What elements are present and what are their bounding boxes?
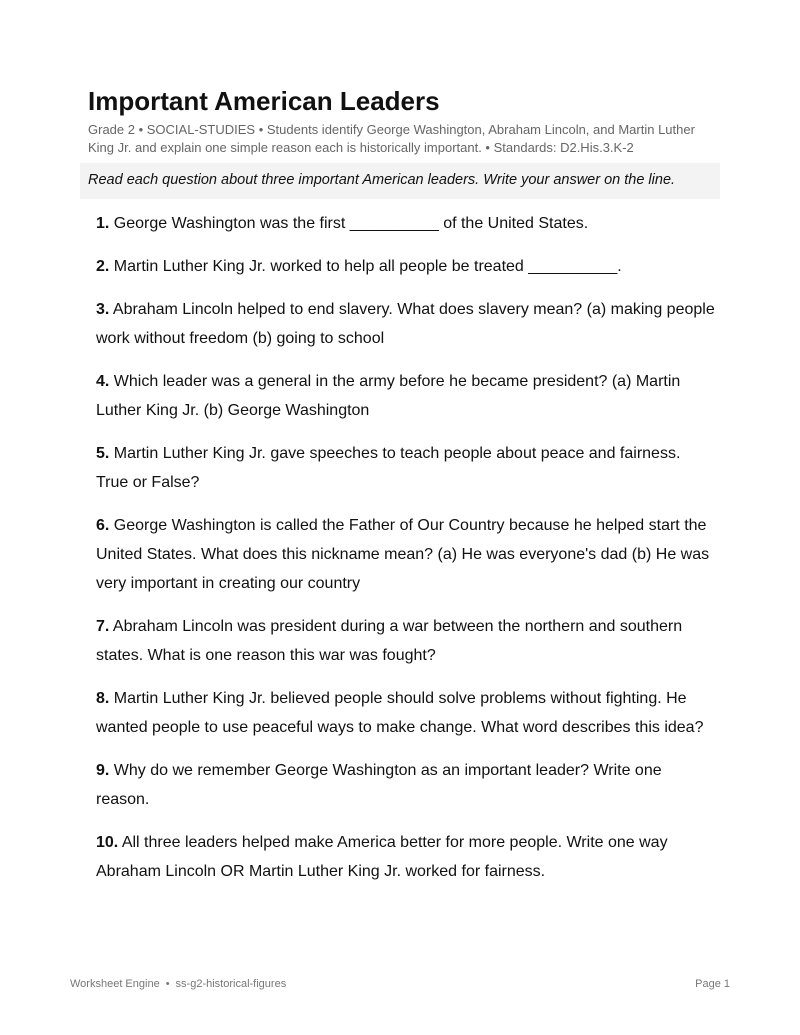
question-item bbox=[96, 252, 716, 281]
question-text: Martin Luther King Jr. gave speeches to teach people about peace and fairness. True or False? bbox=[96, 445, 681, 491]
question-text: George Washington was the first __________ of the United States. bbox=[113, 215, 589, 232]
question-number: 5. bbox=[96, 445, 110, 462]
question-text: Abraham Lincoln helped to end slavery. What does slavery mean? (a) making people work without freedom (b) going to school bbox=[96, 301, 715, 347]
question-text: Martin Luther King Jr. worked to help all people be treated __________. bbox=[113, 258, 622, 275]
question-item bbox=[96, 756, 716, 814]
footer-page-number: Page 1 bbox=[695, 978, 730, 990]
footer-left bbox=[70, 978, 286, 990]
instructions-box: Read each question about three important American leaders. Write your answer on the line. bbox=[80, 163, 720, 199]
question-item bbox=[96, 367, 716, 425]
worksheet-page bbox=[88, 84, 720, 900]
page-footer bbox=[70, 978, 730, 990]
question-text: Martin Luther King Jr. believed people should solve problems without fighting. He wanted people to use peaceful ways to make change. What word describes this idea? bbox=[96, 690, 704, 736]
question-number: 7. bbox=[96, 618, 110, 635]
question-text: George Washington is called the Father of Our Country because he helped start the United States. What does this nickname mean? (a) He was everyone's dad (b) He was very important in creating our country bbox=[96, 517, 710, 592]
question-number: 9. bbox=[96, 762, 110, 779]
question-number: 4. bbox=[96, 373, 110, 390]
question-number: 1. bbox=[96, 215, 110, 232]
question-number: 2. bbox=[96, 258, 110, 275]
question-text: Why do we remember George Washington as an important leader? Write one reason. bbox=[96, 762, 662, 808]
worksheet-meta: Grade 2 • SOCIAL-STUDIES • Students identify George Washington, Abraham Lincoln, and Martin Luther King Jr. and explain one simple reason each is historically important. • Standards: D2.His.3.K-2 bbox=[88, 122, 695, 155]
question-item bbox=[96, 684, 716, 742]
question-text: Which leader was a general in the army before he became president? (a) Martin Luther King Jr. (b) George Washington bbox=[96, 373, 681, 419]
question-item bbox=[96, 209, 716, 238]
worksheet-title: Important American Leaders bbox=[88, 86, 440, 116]
question-item bbox=[96, 828, 716, 886]
footer-slug: ss-g2-historical-figures bbox=[175, 978, 287, 990]
question-item bbox=[96, 612, 716, 670]
question-number: 6. bbox=[96, 517, 110, 534]
question-text: All three leaders helped make America better for more people. Write one way Abraham Lincoln OR Martin Luther King Jr. worked for fairness. bbox=[96, 834, 668, 880]
footer-engine-name: Worksheet Engine bbox=[70, 978, 160, 990]
question-item bbox=[96, 295, 716, 353]
footer-separator: • bbox=[165, 978, 170, 990]
question-item bbox=[96, 511, 716, 598]
question-number: 8. bbox=[96, 690, 110, 707]
question-item bbox=[96, 439, 716, 497]
question-number: 10. bbox=[96, 834, 119, 851]
question-text: Abraham Lincoln was president during a war between the northern and southern states. What is one reason this war was fought? bbox=[96, 618, 683, 664]
question-number: 3. bbox=[96, 301, 110, 318]
question-list bbox=[96, 209, 716, 886]
